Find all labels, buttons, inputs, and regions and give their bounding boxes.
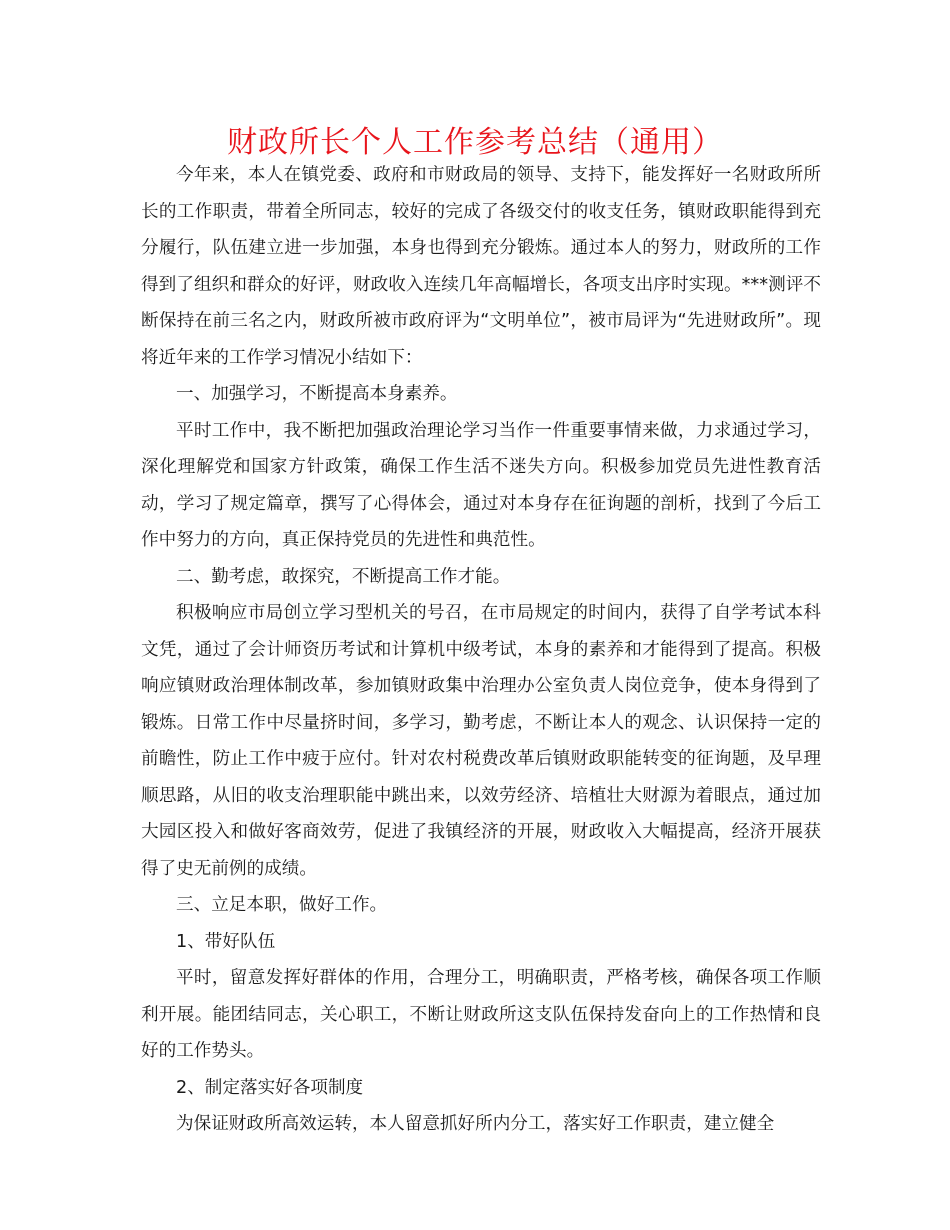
- document-body: [141, 157, 821, 1143]
- section-heading-2: 二、勤考虑，敢探究，不断提高工作才能。: [176, 566, 511, 587]
- subheading-2: 2、制定落实好各项制度: [176, 1077, 364, 1098]
- subheading-1: 1、带好队伍: [176, 931, 276, 952]
- paragraph-subsection-1: 平时，留意发挥好群体的作用，合理分工，明确职责，严格考核，确保各项工作顺利开展。能团结同志，关心职工，不断让财政所这支队伍保持发奋向上的工作热情和良好的工作势头。: [141, 968, 821, 1061]
- paragraph-section-2: 积极响应市局创立学习型机关的号召，在市局规定的时间内，获得了自学考试本科文凭，通过了会计师资历考试和计算机中级考试，本身的素养和才能得到了提高。积极响应镇财政治理体制改革，参加镇财政集中治理办公室负责人岗位竞争，使本身得到了锻炼。日常工作中尽量挤时间，多学习，勤考虑，不断让本人的观念、认识保持一定的前瞻性，防止工作中疲于应付。针对农村税费改革后镇财政职能转变的征询题，及早理顺思路，从旧的收支治理职能中跳出来，以效劳经济、培植壮大财源为着眼点，通过加大园区投入和做好客商效劳，促进了我镇经济的开展，财政收入大幅提高，经济开展获得了史无前例的成绩。: [141, 603, 821, 879]
- section-heading-3: 三、立足本职，做好工作。: [176, 895, 388, 915]
- paragraph-section-1: 平时工作中，我不断把加强政治理论学习当作一件重要事情来做，力求通过学习，深化理解党和国家方针政策，确保工作生活不迷失方向。积极参加党员先进性教育活动，学习了规定篇章，撰写了心得体会，通过对本身存在征询题的剖析，找到了今后工作中努力的方向，真正保持党员的先进性和典范性。: [141, 420, 821, 550]
- section-heading-1: 一、加强学习，不断提高本身素养。: [176, 384, 458, 404]
- paragraph-intro: 今年来，本人在镇党委、政府和市财政局的领导、支持下，能发挥好一名财政所所长的工作职责，带着全所同志，较好的完成了各级交付的收支任务，镇财政职能得到充分履行，队伍建立进一步加强，本身也得到充分锻炼。通过本人的努力，财政所的工作得到了组织和群众的好评，财政收入连续几年高幅增长，各项支出序时实现。***测评不断保持在前三名之内，财政所被市政府评为“文明单位”，被市局评为“先进财政所”。现将近年来的工作学习情况小结如下：: [141, 165, 821, 368]
- document-title: 财政所长个人工作参考总结（通用）: [227, 125, 723, 160]
- paragraph-subsection-2: 为保证财政所高效运转，本人留意抓好所内分工，落实好工作职责，建立健全: [176, 1114, 775, 1134]
